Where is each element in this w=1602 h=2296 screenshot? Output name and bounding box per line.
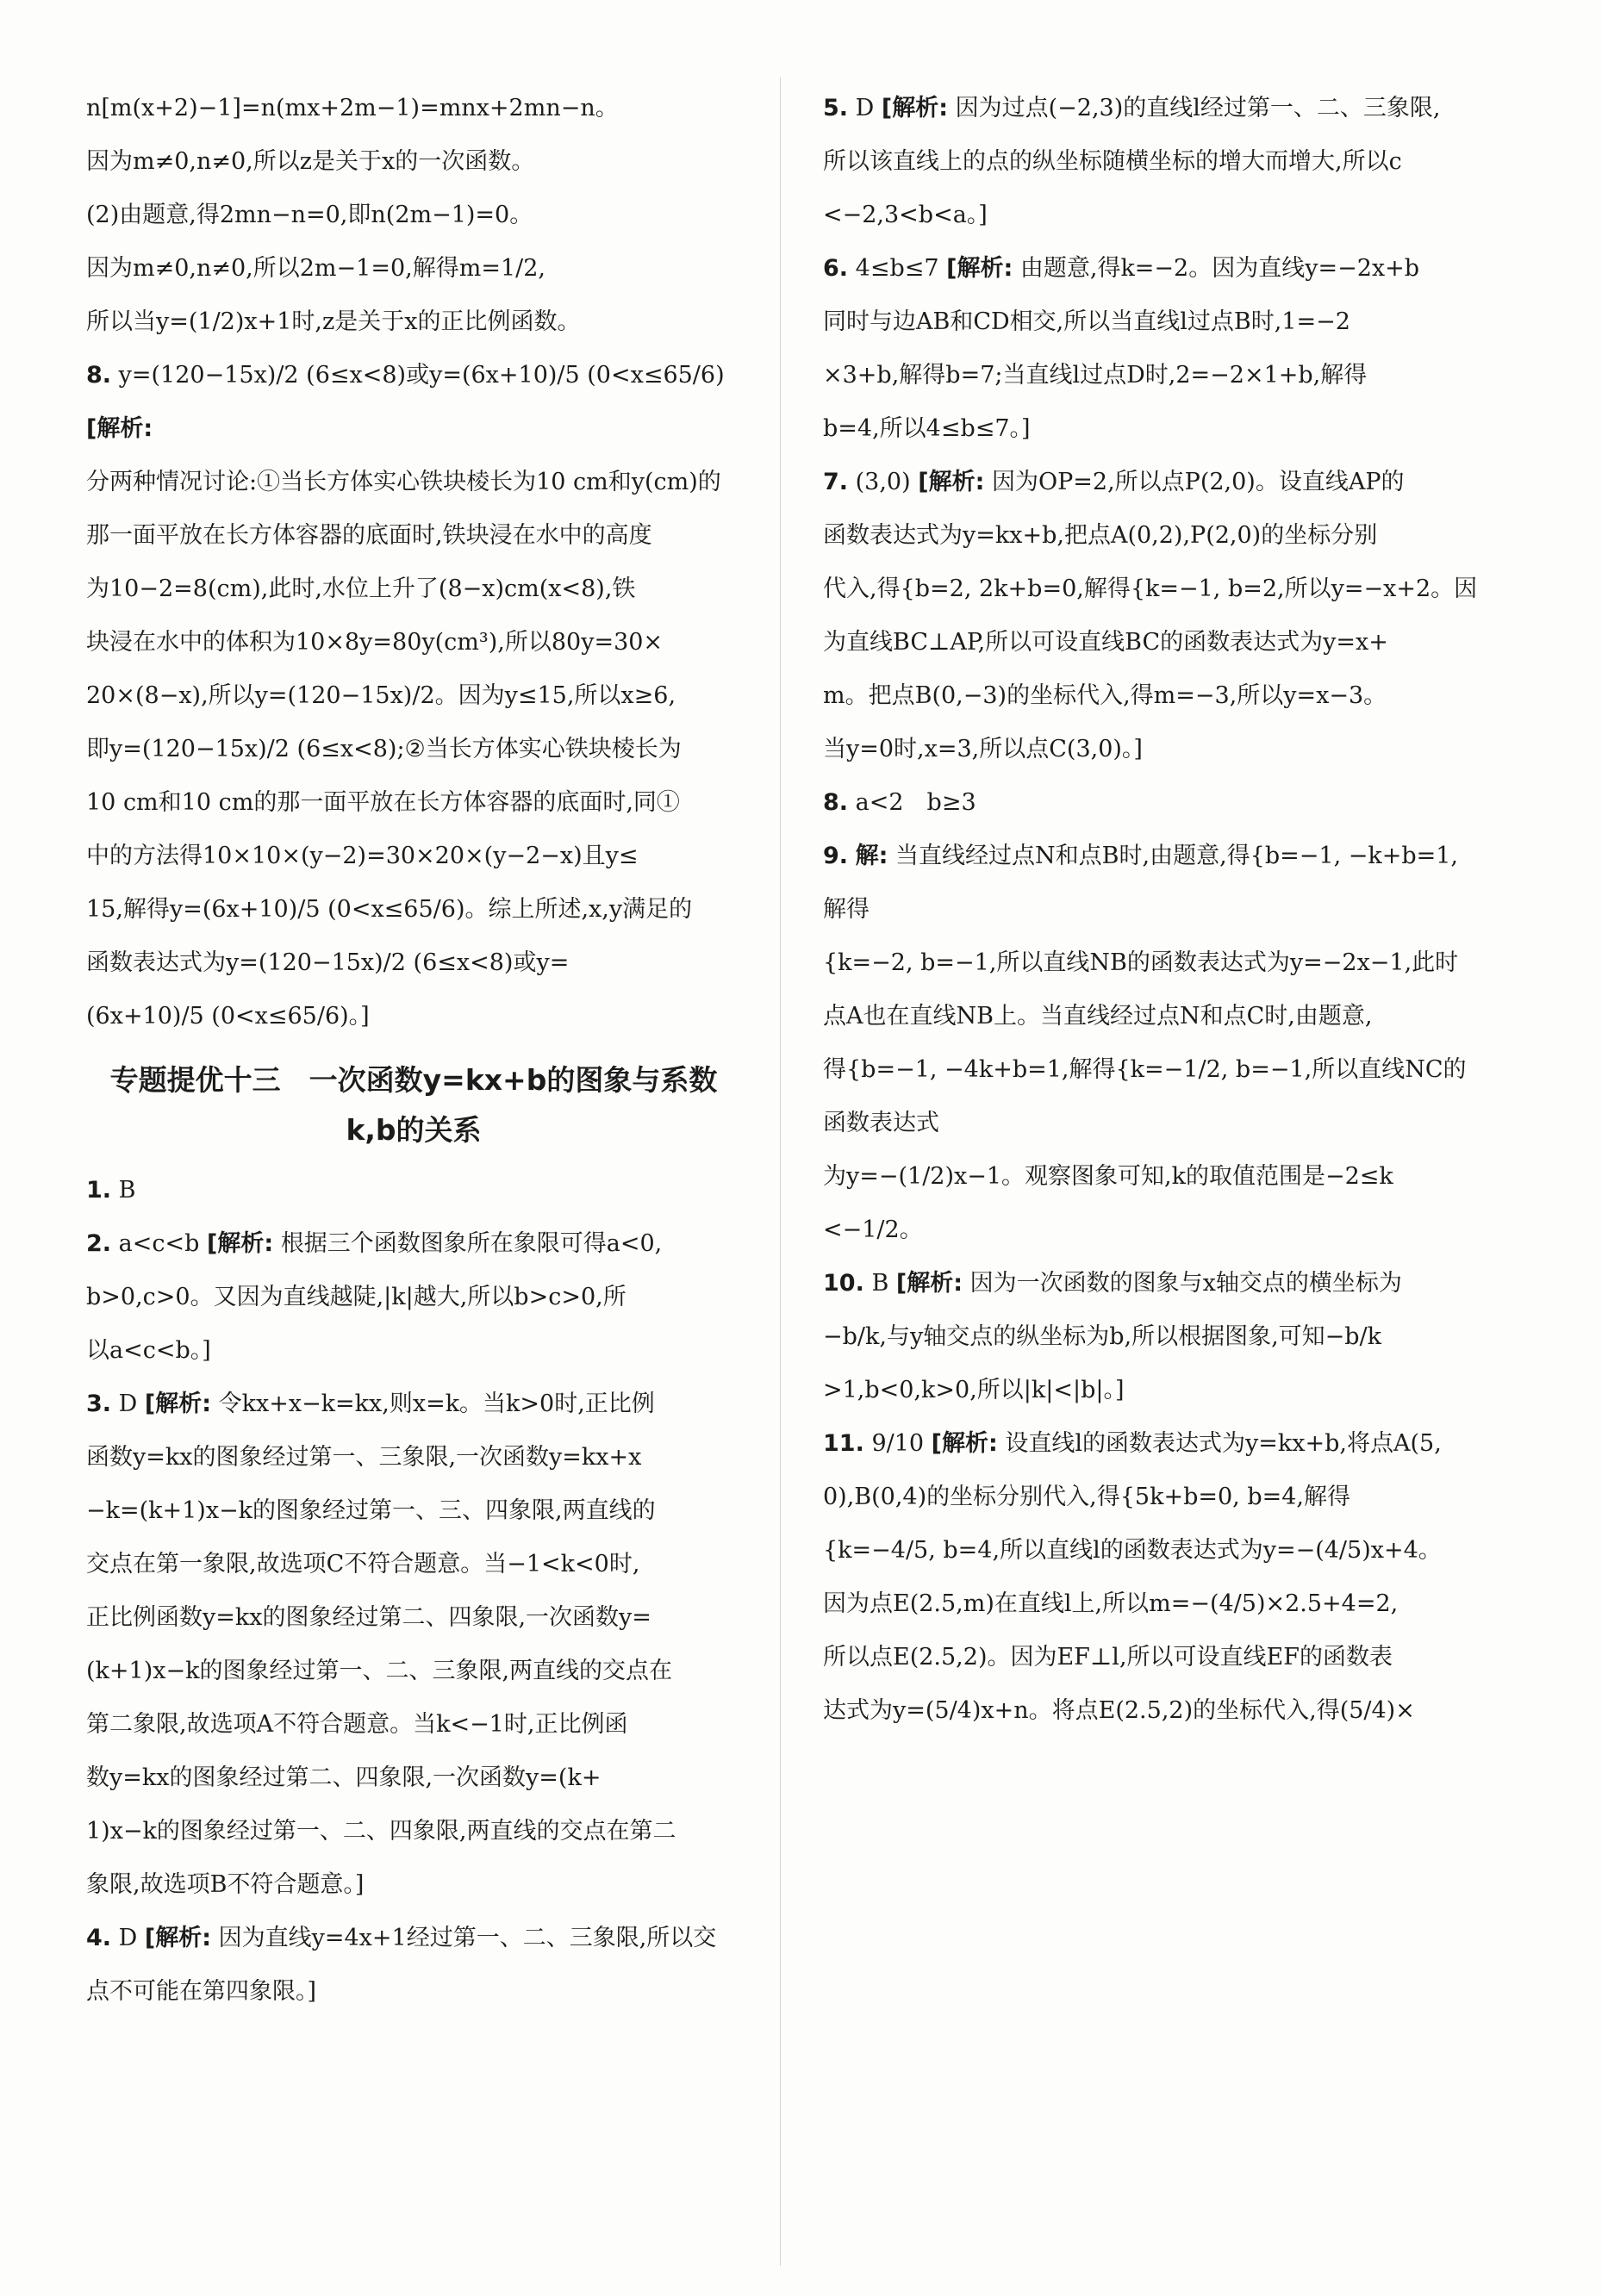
answer-head (823, 1417, 1478, 1471)
answer-item-6 (823, 242, 1478, 456)
text-line: 所以该直线上的点的纵坐标随横坐标的增大而增大,所以c (823, 148, 1402, 175)
answer-head (823, 1257, 1478, 1310)
text-line: 为y=−(1/2)x−1。观察图象可知,k的取值范围是−2≤k (823, 1163, 1393, 1190)
answer-item-11 (823, 1417, 1478, 1738)
text-line: 点不可能在第四象限。] (86, 1978, 317, 2005)
item-number: 5. (823, 95, 849, 121)
item-number: 4. (86, 1925, 112, 1951)
analysis-label: [解析: (144, 1391, 212, 1417)
answer-head (823, 456, 1478, 509)
answer-head (86, 1912, 741, 1965)
item-number: 10. (823, 1270, 864, 1297)
answer-value: D (855, 95, 875, 121)
topic-title-line1: 专题提优十三 一次函数y=kx+b的图象与系数 (109, 1063, 718, 1097)
text-line: 1)x−k的图象经过第一、二、四象限,两直线的交点在第二 (86, 1818, 676, 1845)
text-line: 达式为y=(5/4)x+n。将点E(2.5,2)的坐标代入,得(5/4)× (823, 1697, 1415, 1724)
text-line: m。把点B(0,−3)的坐标代入,得m=−3,所以y=x−3。 (823, 682, 1387, 709)
text-line: 10 cm和10 cm的那一面平放在长方体容器的底面时,同① (86, 789, 680, 816)
answer-value: (3,0) (855, 469, 911, 495)
item-number: 11. (823, 1430, 864, 1457)
text-line: 分两种情况讨论:①当长方体实心铁块棱长为10 cm和y(cm)的 (86, 469, 721, 495)
answer-head (86, 1164, 741, 1217)
answer-item-3 (86, 1378, 741, 1912)
text-line: n[m(x+2)−1]=n(mx+2m−1)=mnx+2mn−n。 (86, 95, 619, 121)
answer-head (823, 830, 1478, 936)
text-line: 为10−2=8(cm),此时,水位上升了(8−x)cm(x<8),铁 (86, 576, 636, 602)
text-run: 由题意,得k=−2。因为直线y=−2x+b (1019, 255, 1420, 282)
text-run: 根据三个函数图象所在象限可得a<0, (280, 1230, 663, 1257)
answer-value: B (118, 1177, 136, 1204)
item-number: 6. (823, 255, 849, 282)
right-column (823, 82, 1478, 1738)
column-divider (780, 78, 781, 2266)
text-run: 当直线经过点N和点B时,由题意,得{b=−1, −k+b=1,解得 (823, 843, 1459, 923)
text-line: 交点在第一象限,故选项C不符合题意。当−1<k<0时, (86, 1551, 640, 1577)
item-number: 8. (823, 789, 849, 816)
answer-value: D (118, 1925, 138, 1951)
text-line: 因为m≠0,n≠0,所以2m−1=0,解得m=1/2, (86, 255, 545, 282)
analysis-label: [解析: (144, 1925, 212, 1951)
topic-title-line2: k,b的关系 (346, 1113, 482, 1147)
text-run: 因为过点(−2,3)的直线l经过第一、二、三象限, (955, 95, 1441, 121)
answer-value: D (118, 1391, 138, 1417)
text-run: 因为OP=2,所以点P(2,0)。设直线AP的 (991, 469, 1405, 495)
text-line: 代入,得{b=2, 2k+b=0,解得{k=−1, b=2,所以y=−x+2。因 (823, 576, 1478, 602)
text-line: 函数表达式为y=kx+b,把点A(0,2),P(2,0)的坐标分别 (823, 522, 1378, 549)
answer-item-9 (823, 830, 1478, 1257)
item-number: 2. (86, 1230, 112, 1257)
text-run: 因为直线y=4x+1经过第一、二、三象限,所以交 (218, 1925, 717, 1951)
text-line: b>0,c>0。又因为直线越陡,|k|越大,所以b>c>0,所 (86, 1284, 626, 1310)
text-line: 同时与边AB和CD相交,所以当直线l过点B时,1=−2 (823, 308, 1350, 335)
answer-item-5 (823, 82, 1478, 242)
item-number: 3. (86, 1391, 112, 1417)
answer-item-10 (823, 1257, 1478, 1417)
text-line: 象限,故选项B不符合题意。] (86, 1871, 365, 1898)
text-line: ×3+b,解得b=7;当直线l过点D时,2=−2×1+b,解得 (823, 362, 1368, 389)
text-line: 块浸在水中的体积为10×8y=80y(cm³),所以80y=30× (86, 629, 664, 656)
answer-value: a<c<b (118, 1230, 200, 1257)
answer-value: a<2 b≥3 (855, 789, 976, 816)
answer-item-7 (823, 456, 1478, 776)
text-run: 令kx+x−k=kx,则x=k。当k>0时,正比例 (218, 1391, 655, 1417)
answer-item-2 (86, 1217, 741, 1378)
answer-value: 9/10 (871, 1430, 925, 1457)
text-line: 因为m≠0,n≠0,所以z是关于x的一次函数。 (86, 148, 535, 175)
analysis-label: [解析: (86, 415, 153, 442)
text-line: 所以点E(2.5,2)。因为EF⊥l,所以可设直线EF的函数表 (823, 1644, 1393, 1671)
text-run: 设直线l的函数表达式为y=kx+b,将点A(5, (1005, 1430, 1442, 1457)
answer-item-4 (86, 1912, 741, 2019)
text-line: (6x+10)/5 (0<x≤65/6)。] (86, 1003, 370, 1030)
text-line: (2)由题意,得2mn−n=0,即n(2m−1)=0。 (86, 202, 533, 228)
text-line: 为直线BC⊥AP,所以可设直线BC的函数表达式为y=x+ (823, 629, 1388, 656)
text-line: 得{b=−1, −4k+b=1,解得{k=−1/2, b=−1,所以直线NC的函数表达式 (823, 1056, 1467, 1136)
text-line: 点A也在直线NB上。当直线经过点N和点C时,由题意, (823, 1003, 1373, 1030)
text-line: 当y=0时,x=3,所以点C(3,0)。] (823, 736, 1143, 762)
text-line: 因为点E(2.5,m)在直线l上,所以m=−(4/5)×2.5+4=2, (823, 1590, 1399, 1617)
text-line: 数y=kx的图象经过第二、四象限,一次函数y=(k+ (86, 1764, 602, 1791)
answer-value: 4≤b≤7 (855, 255, 939, 282)
answer-item-8 (86, 349, 741, 1043)
answer-head (823, 82, 1478, 135)
answer-head (86, 1378, 741, 1431)
text-line: 第二象限,故选项A不符合题意。当k<−1时,正比例函 (86, 1711, 628, 1738)
text-run: 因为一次函数的图象与x轴交点的横坐标为 (969, 1270, 1402, 1297)
text-line: 函数表达式为y=(120−15x)/2 (6≤x<8)或y= (86, 949, 570, 976)
text-line: 0),B(0,4)的坐标分别代入,得{5k+b=0, b=4,解得 (823, 1484, 1350, 1510)
answer-head (86, 349, 741, 456)
answer-head (86, 1217, 741, 1271)
item-number: 1. (86, 1177, 112, 1204)
analysis-label: [解析: (918, 469, 985, 495)
topic-heading (86, 1055, 741, 1155)
text-line: −k=(k+1)x−k的图象经过第一、三、四象限,两直线的 (86, 1497, 656, 1524)
answer-item-8b (823, 776, 1478, 830)
left-column (86, 82, 741, 2019)
text-line: −b/k,与y轴交点的纵坐标为b,所以根据图象,可知−b/k (823, 1323, 1382, 1350)
text-line: 那一面平放在长方体容器的底面时,铁块浸在水中的高度 (86, 522, 652, 549)
answer-value: B (871, 1270, 889, 1297)
solution-label: 解: (855, 843, 888, 869)
text-line: {k=−2, b=−1,所以直线NB的函数表达式为y=−2x−1,此时 (823, 949, 1459, 976)
text-line: 即y=(120−15x)/2 (6≤x<8);②当长方体实心铁块棱长为 (86, 736, 682, 762)
analysis-label: [解析: (946, 255, 1013, 282)
text-line: 15,解得y=(6x+10)/5 (0<x≤65/6)。综上所述,x,y满足的 (86, 896, 693, 923)
analysis-label: [解析: (895, 1270, 963, 1297)
answer-head (823, 242, 1478, 296)
text-line: 以a<c<b。] (86, 1337, 211, 1364)
text-line: 所以当y=(1/2)x+1时,z是关于x的正比例函数。 (86, 308, 581, 335)
text-line: <−1/2。 (823, 1216, 923, 1243)
analysis-label: [解析: (931, 1430, 998, 1457)
text-line: 正比例函数y=kx的图象经过第二、四象限,一次函数y= (86, 1604, 651, 1631)
answer-value: y=(120−15x)/2 (6≤x<8)或y=(6x+10)/5 (0<x≤65/6) (118, 362, 725, 389)
item-number: 8. (86, 362, 112, 389)
text-line: 20×(8−x),所以y=(120−15x)/2。因为y≤15,所以x≥6, (86, 682, 676, 709)
analysis-label: [解析: (206, 1230, 274, 1257)
item-number: 9. (823, 843, 849, 869)
answer-head (823, 776, 1478, 830)
answer-item-1 (86, 1164, 741, 1217)
text-line: <−2,3<b<a。] (823, 202, 988, 228)
text-line: (k+1)x−k的图象经过第一、二、三象限,两直线的交点在 (86, 1658, 673, 1684)
text-line: b=4,所以4≤b≤7。] (823, 415, 1031, 442)
text-line: {k=−4/5, b=4,所以直线l的函数表达式为y=−(4/5)x+4。 (823, 1537, 1442, 1564)
text-line: 中的方法得10×10×(y−2)=30×20×(y−2−x)且y≤ (86, 843, 639, 869)
item-number: 7. (823, 469, 849, 495)
text-line: >1,b<0,k>0,所以|k|<|b|。] (823, 1377, 1125, 1403)
text-line: 函数y=kx的图象经过第一、三象限,一次函数y=kx+x (86, 1444, 642, 1471)
analysis-label: [解析: (881, 95, 949, 121)
